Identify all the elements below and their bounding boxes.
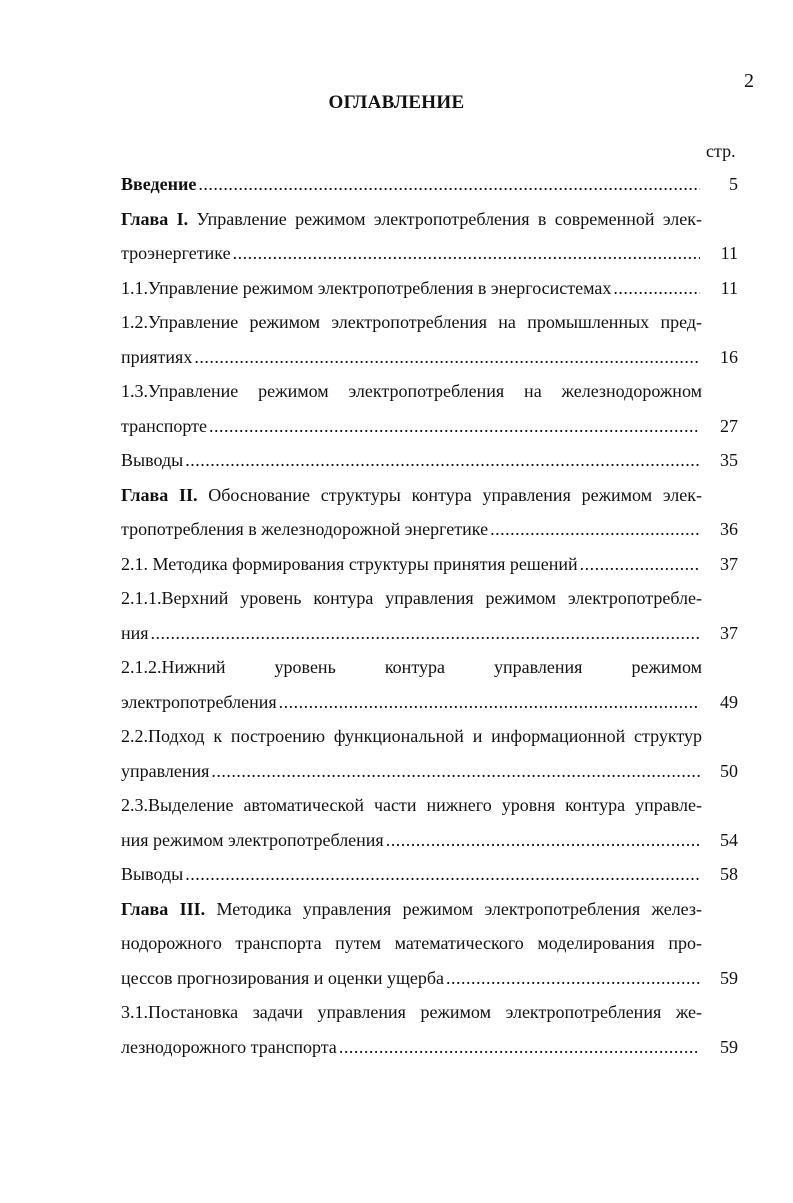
toc-entry-chapter-1-cont[interactable] <box>121 236 738 271</box>
toc-page-number: 59 <box>720 1036 738 1057</box>
leader-dots <box>386 823 700 858</box>
toc-entry-title: 2.2.Подход к построению функциональной и информационной структур <box>121 726 702 746</box>
page-number: 2 <box>744 70 754 92</box>
toc-entry-2-1-2-cont[interactable] <box>121 685 738 720</box>
toc-entry-title: 2.1.2.Нижний уровень контура управления режимом <box>121 657 702 677</box>
toc-entry-title: электропотребления <box>121 691 277 712</box>
toc-entry-2-3[interactable] <box>121 788 738 823</box>
page-column-label: стр. <box>706 141 736 161</box>
toc-page-number: 5 <box>729 174 738 194</box>
toc-entry-1-3[interactable] <box>121 374 738 409</box>
toc-entry-chapter-2-cont[interactable] <box>121 512 738 547</box>
toc-entry-title: троэнергетике <box>121 243 231 263</box>
toc-entry-2-3-cont[interactable] <box>121 823 738 858</box>
leader-dots <box>446 961 700 996</box>
toc-entry-title: 1.3.Управление режимом электропотребления на железнодорожном <box>121 381 702 401</box>
toc-entry-title: нодорожного транспорта путем математического моделирования про- <box>121 933 702 953</box>
chapter-label: Глава II. <box>121 484 198 505</box>
toc-entry-title: Методика управления режимом электропотребления желез- <box>205 898 702 919</box>
leader-dots <box>151 616 700 651</box>
leader-dots <box>613 271 700 306</box>
toc-entry-2-1-1-cont[interactable] <box>121 616 738 651</box>
toc-entry-chapter-3-end[interactable] <box>121 961 738 996</box>
toc-page-number: 54 <box>720 829 738 850</box>
toc-entry-title: 3.1.Постановка задачи управления режимом электропотребления же- <box>121 1002 702 1022</box>
toc-entry-1-2[interactable] <box>121 305 738 340</box>
toc-entry-1-1[interactable] <box>121 271 738 306</box>
chapter-label: Глава I. <box>121 208 189 229</box>
leader-dots <box>198 167 700 202</box>
toc-page-number: 11 <box>720 277 738 298</box>
toc-entry-2-2[interactable] <box>121 719 738 754</box>
toc-entry-1-2-cont[interactable] <box>121 340 738 375</box>
toc-entry-3-1[interactable] <box>121 995 738 1030</box>
toc-entry-title: приятиях <box>121 346 193 367</box>
toc-entry-2-1-1[interactable] <box>121 581 738 616</box>
toc-entry-2-1[interactable] <box>121 547 738 582</box>
toc-entry-2-1-2[interactable] <box>121 650 738 685</box>
toc-entry-title: Выводы <box>121 450 184 470</box>
leader-dots <box>185 443 700 478</box>
toc-entry-3-1-cont[interactable] <box>121 1030 738 1065</box>
toc-page-number: 36 <box>720 519 738 539</box>
toc-entry-title: Управление режимом электропотребления в современной элек- <box>188 208 702 229</box>
leader-dots <box>209 409 700 444</box>
leader-dots <box>194 340 700 375</box>
leader-dots <box>185 857 700 892</box>
toc-entry-conclusions-2[interactable] <box>121 857 738 892</box>
leader-dots <box>580 547 700 582</box>
toc-entry-title: Введение <box>121 174 197 194</box>
toc-page-number: 50 <box>720 760 738 781</box>
toc-entry-1-3-cont[interactable] <box>121 409 738 444</box>
toc-entry-title: лезнодорожного транспорта <box>121 1036 337 1057</box>
toc-page-number: 49 <box>720 691 738 712</box>
table-of-contents <box>121 167 738 1064</box>
toc-entry-title: ния режимом электропотребления <box>121 829 384 850</box>
toc-page-number: 27 <box>720 415 738 436</box>
toc-entry-title: 1.2.Управление режимом электропотребления на промышленных пред- <box>121 312 702 332</box>
toc-entry-chapter-1[interactable] <box>121 202 738 237</box>
toc-entry-chapter-3[interactable] <box>121 892 738 927</box>
toc-entry-title: 2.3.Выделение автоматической части нижнего уровня контура управле- <box>121 795 702 815</box>
toc-page-number: 37 <box>720 553 738 574</box>
toc-entry-title: 2.1. Методика формирования структуры принятия решений <box>121 553 578 574</box>
toc-entry-title: 1.1.Управление режимом электропотребления в энергосистемах <box>121 277 612 298</box>
leader-dots <box>279 685 700 720</box>
toc-entry-title: управления <box>121 760 210 781</box>
toc-page-number: 35 <box>720 450 738 470</box>
leader-dots <box>339 1030 700 1065</box>
toc-page-number: 37 <box>720 622 738 643</box>
toc-entry-chapter-3-cont[interactable] <box>121 926 738 961</box>
toc-page-number: 59 <box>720 967 738 988</box>
leader-dots <box>490 512 700 547</box>
leader-dots <box>211 754 700 789</box>
toc-entry-title: транспорте <box>121 415 207 436</box>
toc-entry-intro[interactable] <box>121 167 738 202</box>
toc-entry-title: цессов прогнозирования и оценки ущерба <box>121 967 444 988</box>
toc-entry-title: Выводы <box>121 864 184 884</box>
leader-dots <box>233 236 700 271</box>
toc-page-number: 11 <box>720 243 738 263</box>
toc-entry-title: ния <box>121 622 149 643</box>
chapter-label: Глава III. <box>121 898 206 919</box>
toc-entry-title: Обоснование структуры контура управления режимом элек- <box>197 484 702 505</box>
toc-entry-title: 2.1.1.Верхний уровень контура управления режимом электропотребле- <box>121 588 702 608</box>
toc-entry-title: тропотребления в железнодорожной энергетике <box>121 519 489 539</box>
toc-entry-2-2-cont[interactable] <box>121 754 738 789</box>
toc-page-number: 58 <box>720 864 738 884</box>
toc-entry-conclusions-1[interactable] <box>121 443 738 478</box>
page-title: ОГЛАВЛЕНИЕ <box>328 92 465 113</box>
toc-page-number: 16 <box>720 346 738 367</box>
toc-entry-chapter-2[interactable] <box>121 478 738 513</box>
